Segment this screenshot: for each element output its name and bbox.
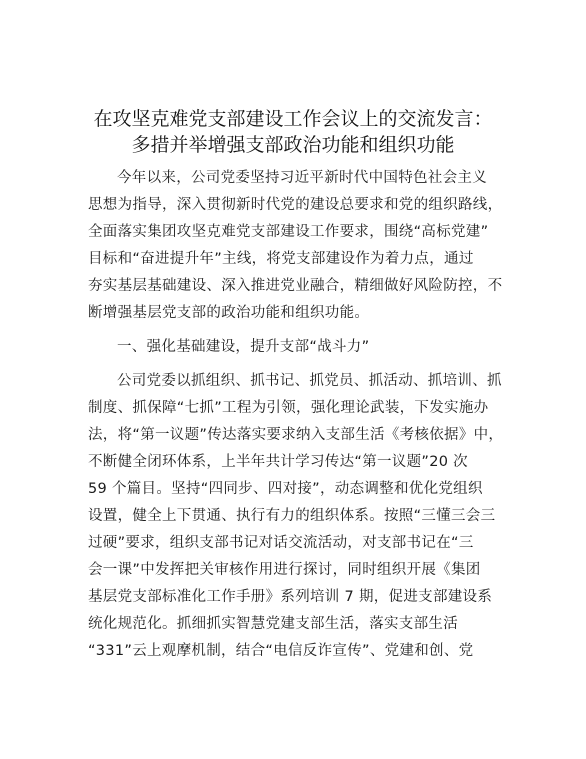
- paragraph-1-line: 全面落实集团攻坚克难党支部建设工作要求，围绕“高标党建”: [88, 224, 489, 240]
- paragraph-1-line: 思想为指导，深入贯彻新时代党的建设总要求和党的组织路线，: [88, 197, 503, 213]
- paragraph-1-line: 断增强基层党支部的政治功能和组织功能。: [88, 305, 370, 321]
- document-title-line-2: 多措并举增强支部政治功能和组织功能: [131, 134, 455, 156]
- document-title-line-1: 在攻坚克难党支部建设工作会议上的交流发言：: [93, 108, 493, 130]
- paragraph-2-line: 公司党委以抓组织、抓书记、抓党员、抓活动、抓培训、抓: [117, 373, 502, 389]
- section-heading-1: 一、强化基础建设，提升支部“战斗力”: [117, 339, 370, 355]
- paragraph-2-line: 59 个篇目。坚持“四同步、四对接”，动态调整和优化党组织: [88, 481, 483, 497]
- paragraph-1-line: 目标和“奋进提升年”主线，将党支部建设作为着力点，通过: [88, 251, 474, 267]
- paragraph-1-line: 今年以来，公司党委坚持习近平新时代中国特色社会主义: [117, 170, 487, 186]
- paragraph-2-line: 不断健全闭环体系，上半年共计学习传达“第一议题”20 次: [88, 454, 468, 470]
- paragraph-2-line: 法，将“第一议题”传达落实要求纳入支部生活《考核依据》中，: [88, 427, 504, 443]
- paragraph-2-line: “331”云上观摩机制，结合“电信反诈宣传”、党建和创、党: [88, 643, 474, 659]
- paragraph-2-line: 会一课”中发挥把关审核作用进行探讨，同时组织开展《集团: [88, 562, 481, 578]
- paragraph-2-line: 设置，健全上下贯通、执行有力的组织体系。按照“三懂三会三: [88, 508, 496, 524]
- paragraph-2-line: 过硬”要求，组织支部书记对话交流活动，对支部书记在“三: [88, 535, 474, 551]
- paragraph-2-line: 基层党支部标准化工作手册》系列培训 7 期，促进支部建设系: [88, 589, 493, 605]
- paragraph-2-line: 制度、抓保障“七抓”工程为引领，强化理论武装，下发实施办: [88, 400, 489, 416]
- paragraph-2-line: 统化规范化。抓细抓实智慧党建支部生活，落实支部生活: [88, 616, 458, 632]
- paragraph-1-line: 夯实基层基础建设、深入推进党业融合，精细做好风险防控，不: [88, 278, 503, 294]
